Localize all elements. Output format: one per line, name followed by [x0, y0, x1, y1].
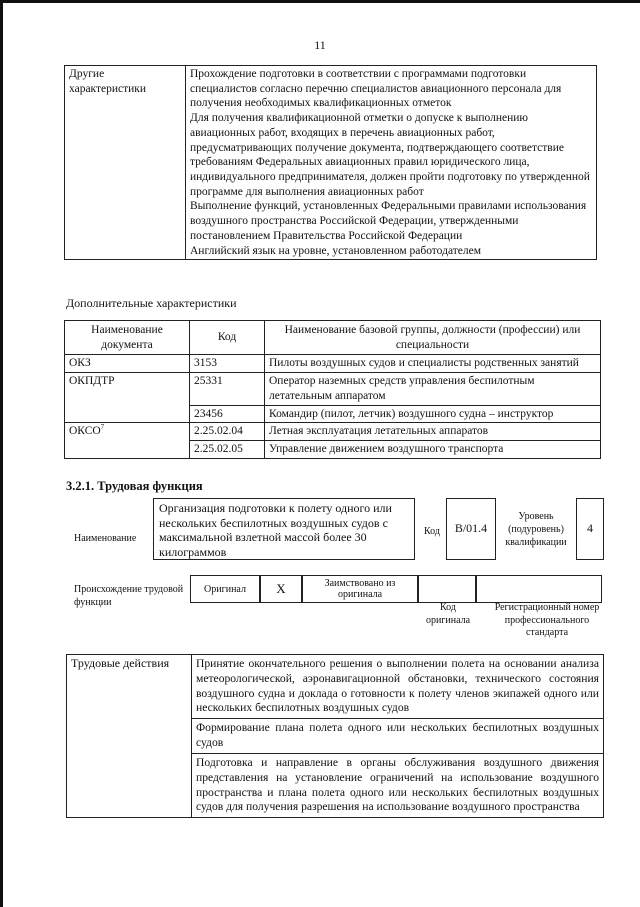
table-header-row — [65, 321, 601, 355]
table-row — [65, 66, 597, 260]
scan-edge-left — [0, 0, 3, 907]
cell-document: ОКЗ — [65, 355, 190, 373]
origin-label: Происхождение трудовой функции — [74, 584, 184, 608]
table-row — [65, 373, 601, 405]
cell-name: Управление движением воздушного транспорта — [265, 441, 601, 459]
name-label: Наименование — [74, 533, 137, 544]
origin-code-box — [418, 575, 476, 603]
additional-characteristics-caption: Дополнительные характеристики — [66, 296, 237, 310]
cell-code: 2.25.02.04 — [190, 423, 265, 441]
additional-characteristics-table — [64, 320, 601, 459]
level-box: 4 — [576, 498, 604, 560]
original-mark: Х — [260, 575, 302, 603]
cell-name: Командир (пилот, летчик) воздушного судна – инструктор — [265, 405, 601, 423]
cell-code: 25331 — [190, 373, 265, 405]
reg-number-box — [476, 575, 602, 603]
page-number: 11 — [314, 38, 326, 52]
column-header-name: Наименование базовой группы, должности (профессии) или специальности — [265, 321, 601, 355]
borrowed-label: Заимствовано из оригинала — [302, 575, 418, 603]
characteristic-line: Прохождение подготовки в соответствии с программами подготовки специалистов согласно перечню специалистов авиационного персонала для получения необходимых квалификационных отметок — [190, 68, 562, 110]
labor-actions-table — [66, 654, 604, 818]
labor-action-item: Формирование плана полета одного или нескольких беспилотных воздушных судов — [192, 719, 604, 754]
table-row — [67, 655, 604, 719]
labor-action-item: Подготовка и направление в органы обслуживания воздушного движения представления на установление ограничений на использование воздушного пространства и плана полета одного или нескольких беспилотных воздушных судов для получения разрешения на использование воздушного пространства — [192, 753, 604, 817]
labor-actions-label: Трудовые действия — [67, 655, 192, 818]
document-name: ОКСО — [69, 425, 101, 438]
other-characteristics-content — [186, 66, 597, 260]
code-label: Код — [424, 526, 440, 537]
cell-document: ОКПДТР — [65, 373, 190, 423]
origin-code-caption: Код оригинала — [425, 602, 471, 626]
reg-number-caption: Регистрационный номер профессионального стандарта — [494, 602, 600, 638]
cell-code: 23456 — [190, 405, 265, 423]
cell-name: Пилоты воздушных судов и специалисты родственных занятий — [265, 355, 601, 373]
table-row — [65, 355, 601, 373]
cell-document — [65, 423, 190, 458]
function-code-box: В/01.4 — [446, 498, 496, 560]
origin-row — [190, 575, 602, 603]
column-header-document: Наименование документа — [65, 321, 190, 355]
characteristic-line: Для получения квалификационной отметки о допуске к выполнению авиационных работ, входящих в перечень авиационных работ, предусматривающих получение документа, подтверждающего соответствие требованиям Федеральных авиационных правил юридического лица, индивидуального предпринимателя, должен пройти подготовку по утвержденной программе для выполнения авиационных работ — [190, 112, 590, 198]
cell-name: Оператор наземных средств управления беспилотным летательным аппаратом — [265, 373, 601, 405]
section-title: 3.2.1. Трудовая функция — [66, 479, 203, 493]
cell-name: Летная эксплуатация летательных аппаратов — [265, 423, 601, 441]
scan-edge-top — [0, 0, 640, 3]
original-label: Оригинал — [190, 575, 260, 603]
characteristic-line: Английский язык на уровне, установленном работодателем — [190, 244, 482, 257]
table-row — [65, 423, 601, 441]
column-header-code: Код — [190, 321, 265, 355]
footnote-mark: 7 — [100, 423, 105, 432]
other-characteristics-label: Другие характеристики — [65, 66, 186, 260]
labor-action-item: Принятие окончательного решения о выполнении полета на основании анализа метеорологической, аэронавигационной обстановки, технического состояния воздушного судна и доклада о готовности к полету членов экипажей одного или нескольких беспилотных воздушных судов — [192, 655, 604, 719]
level-label: Уровень (подуровень) квалификации — [505, 511, 567, 548]
cell-code: 2.25.02.05 — [190, 441, 265, 459]
characteristic-line: Выполнение функций, установленных Федеральными правилами использования воздушного пространства Российской Федерации, утвержденными постановлением Правительства Российской Федерации — [190, 200, 587, 242]
other-characteristics-table — [64, 65, 597, 260]
function-name-box: Организация подготовки к полету одного или нескольких беспилотных воздушных судов с максимальной взлетной массой более 30 килограммов — [153, 498, 415, 560]
cell-code: 3153 — [190, 355, 265, 373]
